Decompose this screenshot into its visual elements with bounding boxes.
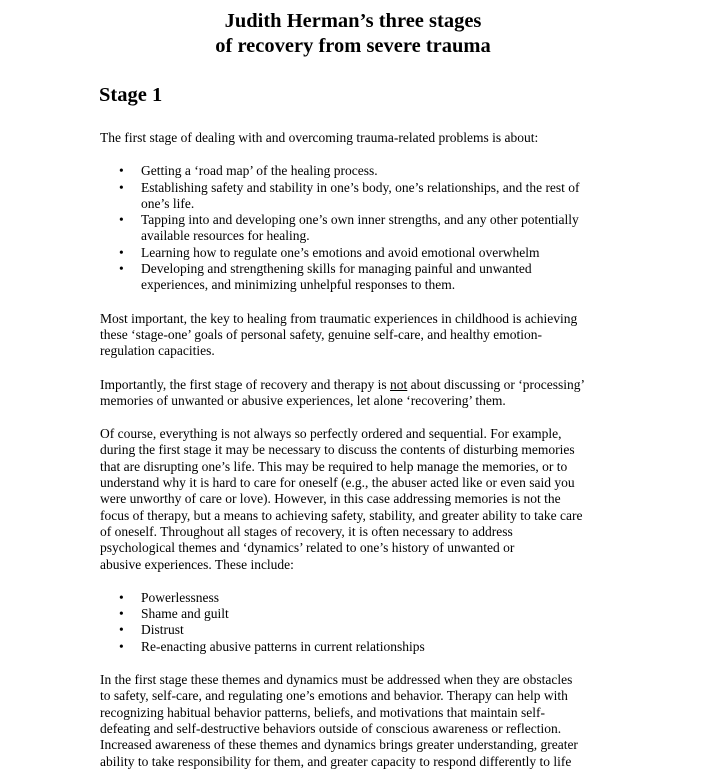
of-course-paragraph: Of course, everything is not always so perfectly ordered and sequential. For example, during the first stage it may be necessary to discuss the contents of disturbing memories that are disrupting one’s life. This may be required to help manage the memories, or to understand why it is hard to care for oneself (e.g., the abuser acted like or even said you were unworthy of care or love). However, in this case addressing memories is not the focus of therapy, but a means to achieving safety, stability, and greater ability to take care of oneself. Throughout all stages of recovery, it is often necessary to address psychological themes and ‘dynamics’ related to one’s history of unwanted or abusive experiences. These include: — [100, 426, 583, 572]
document-body — [100, 130, 608, 770]
bullet-icon: • — [119, 261, 124, 277]
list-item: • Establishing safety and stability in one’s body, one’s relationships, and the rest of one’s life. — [119, 179, 580, 211]
first-stage-paragraph: In the first stage these themes and dynamics must be addressed when they are obstacles to safety, self-care, and regulating one’s emotions and behavior. Therapy can help with recognizing habitual behavior patterns, beliefs, and motivations that maintain self- defeating and self-destructive behaviors outside of conscious awareness or reflection. Increased awareness of these themes and dynamics brings greater understanding, greater ability to take responsibility for them, and greater capacity to respond differently to life — [100, 672, 578, 769]
bullet-icon: • — [119, 212, 124, 228]
bullet-icon: • — [119, 622, 124, 638]
importantly-paragraph: Importantly, the first stage of recovery and therapy is not about discussing or ‘processing’ memories of unwanted or abusive experiences, let alone ‘recovering’ them. — [100, 376, 586, 408]
document-title — [0, 9, 706, 59]
list-item: • Re-enacting abusive patterns in current relationships — [119, 638, 425, 654]
bullet-icon: • — [119, 638, 124, 654]
bullet-icon: • — [119, 606, 124, 622]
list-item: • Getting a ‘road map’ of the healing process. — [119, 163, 378, 179]
bullet-icon: • — [119, 179, 124, 195]
list-item: • Shame and guilt — [119, 606, 229, 622]
list-item: • Powerlessness — [119, 589, 219, 605]
intro-paragraph: The first stage of dealing with and overcoming trauma-related problems is about: — [100, 130, 539, 145]
list-item: • Learning how to regulate one’s emotions and avoid emotional overwhelm — [119, 244, 540, 260]
themes-list — [100, 590, 608, 655]
title-line-2: of recovery from severe trauma — [215, 35, 491, 57]
list-item: • Distrust — [119, 622, 184, 638]
goals-list — [100, 163, 608, 293]
title-line-1: Judith Herman’s three stages — [224, 10, 482, 32]
underlined-not: not — [390, 376, 408, 392]
list-item: • Tapping into and developing one’s own inner strengths, and any other potentially available resources for healing. — [119, 212, 579, 244]
list-item: • Developing and strengthening skills for managing painful and unwanted experiences, and minimizing unhelpful responses to them. — [119, 261, 532, 293]
bullet-icon: • — [119, 163, 124, 179]
stage-heading: Stage 1 — [99, 84, 163, 106]
most-important-paragraph: Most important, the key to healing from traumatic experiences in childhood is achieving these ‘stage-one’ goals of personal safety, genuine self-care, and healthy emotion- regulation capacities. — [100, 310, 578, 359]
bullet-icon: • — [119, 589, 124, 605]
bullet-icon: • — [119, 244, 124, 260]
